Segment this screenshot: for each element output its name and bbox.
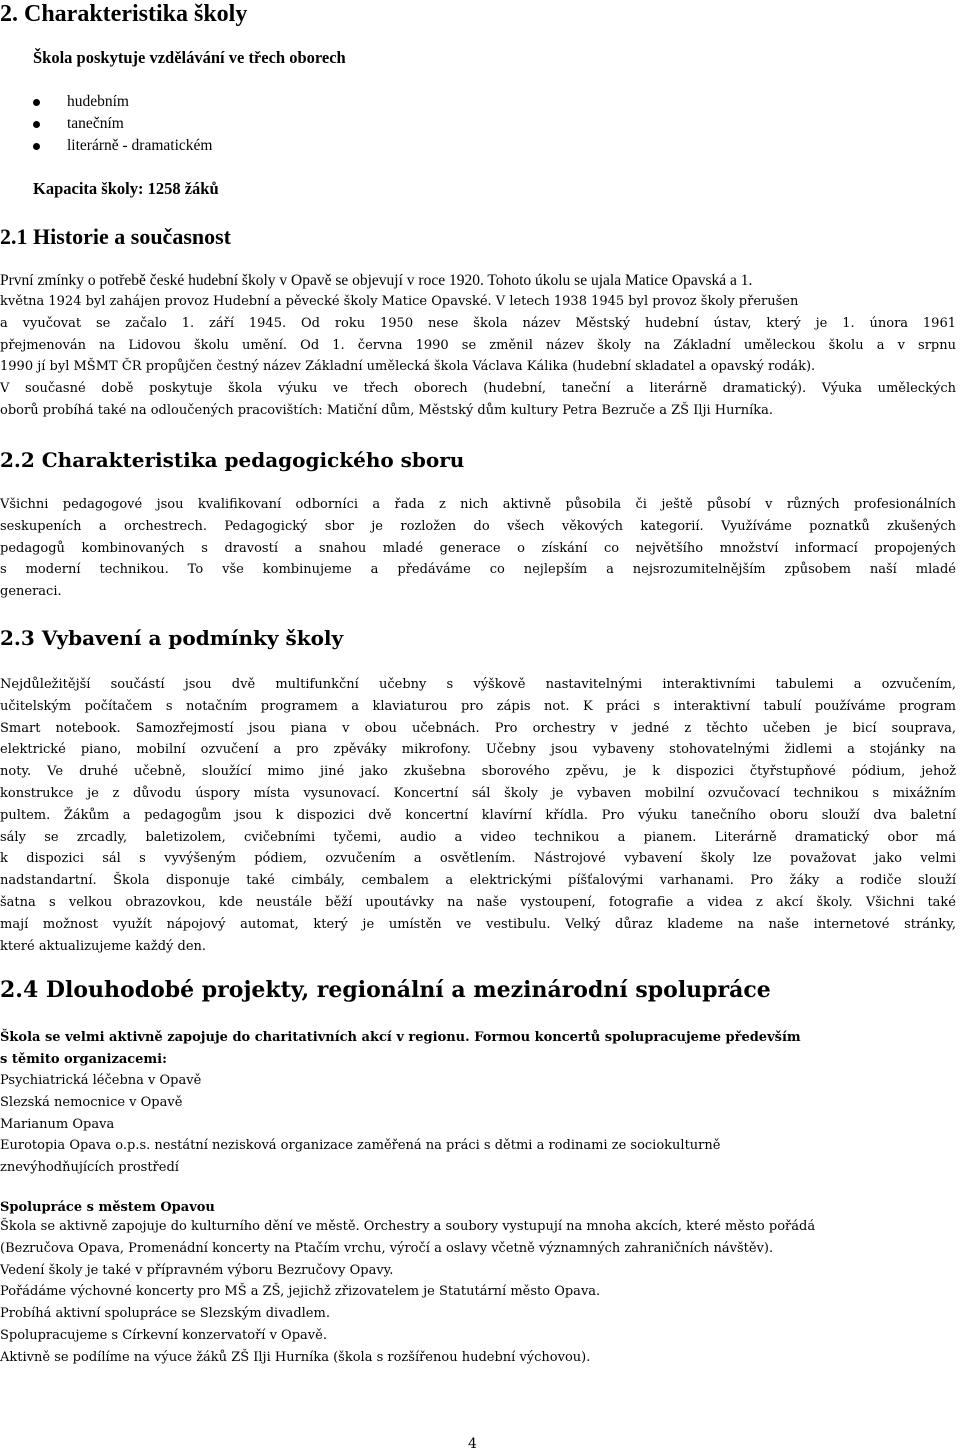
branch-list <box>0 91 212 157</box>
text-line: Spolupracujeme s Církevní konzervatoří v Opavě. <box>0 1327 327 1343</box>
staff-paragraph <box>0 494 956 603</box>
section-title: 2.1 Historie a současnost <box>0 224 231 249</box>
text-line: pedagogů kombinovaných s dravostí a snahou mladé generace o získání co největšího množství informací propojených <box>0 540 956 556</box>
bullet-icon <box>33 121 40 128</box>
text-line: 1990 jí byl MŠMT ČR propůjčen čestný název Základní umělecká škola Václava Kálika (hudební skladatel a opavský rodák). <box>0 359 816 375</box>
text-line: konstrukce je z důvodu úspory místa vysunovací. Koncertní sál školy je vybaven mobilní ozvučovací technikou s mixážním <box>0 785 956 801</box>
text-line: mají možnost využít nápojový automat, který je umístěn ve vestibulu. Velký důraz klademe na naše internetové stránky, <box>0 916 956 932</box>
page-number: 4 <box>468 1436 477 1452</box>
text-line: Pořádáme výchovné koncerty pro MŠ a ZŠ, jejichž zřizovatelem je Statutární město Opava. <box>0 1284 601 1300</box>
text-line: Nejdůležitější součástí jsou dvě multifunkční učebny s výškově nastavitelnými interaktivními tabulemi a ozvučením, <box>0 677 956 692</box>
section-title: 2.2 Charakteristika pedagogického sboru <box>0 448 465 472</box>
text-line: První zmínky o potřebě české hudební školy v Opavě se objevují v roce 1920. Tohoto úkolu se ujala Matice Opavská a 1. <box>0 272 753 289</box>
section-title: 2.4 Dlouhodobé projekty, regionální a mezinárodní spolupráce <box>0 977 771 1003</box>
text-line: šatna s velkou obrazovkou, kde neustále běží upoutávky na naše vystoupení, fotografie a videa z akcí školy. Všichni také <box>0 894 956 910</box>
text-line: oborů probíhá také na odloučených pracovištích: Matiční dům, Městský dům kultury Petra Bezruče a ZŠ Ilji Hurníka. <box>0 402 774 418</box>
text-line: Smart notebook. Samozřejmostí jsou piana v obou učebnách. Pro orchestry v jedné z těchto učeben je bicí souprava, <box>0 720 956 736</box>
text-line: elektrické piano, mobilní ozvučení a pro zpěváky mikrofony. Učebny jsou vybaveny stohovatelnými židlemi a stojánky na <box>0 742 956 758</box>
text-line: Škola se velmi aktivně zapojuje do charitativních akcí v regionu. Formou koncertů spolupracujeme především <box>0 1030 801 1045</box>
section-title: 2. Charakteristika školy <box>0 1 248 27</box>
text-line: s moderní technikou. To vše kombinujeme a předáváme co nejlepším a nejsrozumitelnějším způsobem naší mladé <box>0 562 956 578</box>
text-line: generaci. <box>0 584 62 600</box>
list-item: literárně - dramatickém <box>0 135 212 157</box>
text-line: sály se zrcadly, baletizolem, cvičebními tyčemi, audio a video technikou a pianem. Literárně dramatický obor má <box>0 829 956 845</box>
text-line: k dispozici sál s vyvýšeným pódiem, ozvučením a osvětlením. Nástrojové vybavení školy lze považovat jako velmi <box>0 851 956 867</box>
text-line: nadstandartní. Škola disponuje také cimbály, cembalem a elektrickými píšťalovými varhanami. Pro žáky a rodiče slouží <box>0 873 956 889</box>
text-line: Škola se aktivně zapojuje do kulturního dění ve městě. Orchestry a soubory vystupují na mnoha akcích, které město pořádá <box>0 1219 816 1234</box>
list-item: Marianum Opava <box>0 1116 115 1132</box>
bullet-icon <box>33 99 40 106</box>
list-item: znevýhodňujících prostředí <box>0 1160 179 1176</box>
text-line: V současné době poskytuje škola výuku ve třech oborech (hudební, taneční a literárně dramatický). Výuka uměleckých <box>0 381 956 397</box>
text-line: seskupeních a orchestrech. Pedagogický sbor je rozložen do všech věkových kategorií. Využíváme poznatků zkušených <box>0 518 956 534</box>
list-item: hudebním <box>0 91 212 113</box>
text-line: Aktivně se podílíme na výuce žáků ZŠ Ilji Hurníka (škola s rozšířenou hudební výchovou). <box>0 1349 591 1365</box>
organization-list <box>0 1070 720 1179</box>
text-line: s těmito organizacemi: <box>0 1051 167 1067</box>
list-item: Psychiatrická léčebna v Opavě <box>0 1073 202 1088</box>
text-line: které aktualizujeme každý den. <box>0 938 207 954</box>
charity-lead <box>0 1027 801 1070</box>
history-paragraph <box>0 270 956 422</box>
equipment-paragraph <box>0 674 956 957</box>
city-paragraph <box>0 1216 815 1369</box>
text-line: přejmenován na Lidovou školu umění. Od 1. června 1990 se změnil název školy na Základní uměleckou školu a v srpnu <box>0 337 956 353</box>
text-line: května 1924 byl zahájen provoz Hudební a pěvecké školy Matice Opavské. V letech 1938 1945 byl provoz školy přerušen <box>0 294 799 309</box>
city-heading: Spolupráce s městem Opavou <box>0 1200 215 1215</box>
text-line: Vedení školy je také v přípravném výboru Bezručovy Opavy. <box>0 1262 394 1278</box>
text-line: učitelským počítačem s notačním programem a klaviaturou pro zápis not. K práci s interaktivní tabulí používáme program <box>0 698 956 714</box>
list-item: tanečním <box>0 113 212 135</box>
section-title: 2.3 Vybavení a podmínky školy <box>0 626 344 650</box>
bullet-icon <box>33 143 40 150</box>
section-lede: Škola poskytuje vzdělávání ve třech oborech <box>33 48 346 67</box>
text-line: a vyučovat se začalo 1. září 1945. Od roku 1950 nese škola název Městský hudební ústav, který je 1. února 1961 <box>0 315 956 331</box>
list-item: Eurotopia Opava o.p.s. nestátní nezisková organizace zaměřená na práci s dětmi a rodinami ze sociokulturně <box>0 1138 721 1154</box>
text-line: pultem. Žákům a pedagogům jsou k dispozici dvě koncertní klavírní křídla. Pro výuku tanečního oboru slouží dva baletní <box>0 807 956 823</box>
text-line: Všichni pedagogové jsou kvalifikovaní odborníci a řada z nich aktivně působila či ještě působí v různých profesionálních <box>0 497 956 512</box>
text-line: (Bezručova Opava, Promenádní koncerty na Ptačím vrchu, výročí a oslavy včetně významných zahraničních návštěv). <box>0 1240 774 1256</box>
text-line: noty. Ve druhé učebně, sloužící mimo jiné jako zkušebna sborového zpěvu, je k dispozici čtyřstupňové pódium, jehož <box>0 764 956 780</box>
text-line: Probíhá aktivní spolupráce se Slezským divadlem. <box>0 1306 330 1322</box>
list-item: Slezská nemocnice v Opavě <box>0 1094 183 1110</box>
capacity-text: Kapacita školy: 1258 žáků <box>33 179 219 198</box>
